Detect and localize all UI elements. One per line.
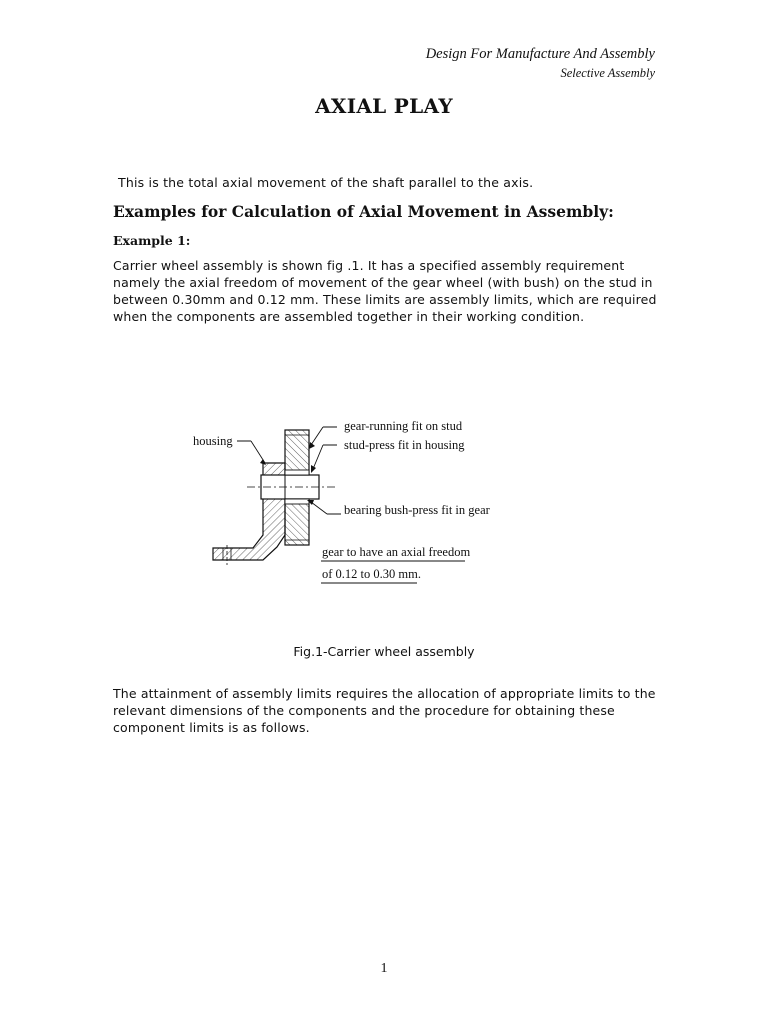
label-housing: housing xyxy=(193,434,233,448)
header-document-title: Design For Manufacture And Assembly xyxy=(425,46,655,62)
gear-wheel-upper xyxy=(285,430,309,475)
example-label: Example 1: xyxy=(113,233,191,248)
label-stud-press-fit: stud-press fit in housing xyxy=(344,438,465,452)
page-title: AXIAL PLAY xyxy=(315,94,453,118)
label-axial-freedom-line2: of 0.12 to 0.30 mm. xyxy=(322,567,421,581)
section-heading: Examples for Calculation of Axial Movement in Assembly: xyxy=(113,202,614,221)
bearing-bush-lower xyxy=(285,499,309,504)
label-axial-freedom-line1: gear to have an axial freedom xyxy=(322,545,471,559)
label-bearing-bush: bearing bush-press fit in gear xyxy=(344,503,490,517)
paragraph-procedure: The attainment of assembly limits requires the allocation of appropriate limits to the relevant dimensions of the components and the procedure for obtaining these component limits is as follows. xyxy=(113,686,656,735)
bearing-bush-upper xyxy=(285,470,309,475)
intro-text: This is the total axial movement of the shaft parallel to the axis. xyxy=(118,175,534,190)
label-gear-running-fit: gear-running fit on stud xyxy=(344,419,463,433)
header-section-title: Selective Assembly xyxy=(560,66,655,80)
gear-wheel-lower xyxy=(285,499,309,545)
figure-caption: Fig.1-Carrier wheel assembly xyxy=(293,644,475,659)
page-number: 1 xyxy=(380,961,388,976)
paragraph-example-description: Carrier wheel assembly is shown fig .1. It has a specified assembly requirement namely the axial freedom of movement of the gear wheel (with bush) on the stud in between 0.30mm and 0.12 mm. These limits are assembly limits, which are required when the components are assembled together in their working condition. xyxy=(113,258,657,324)
